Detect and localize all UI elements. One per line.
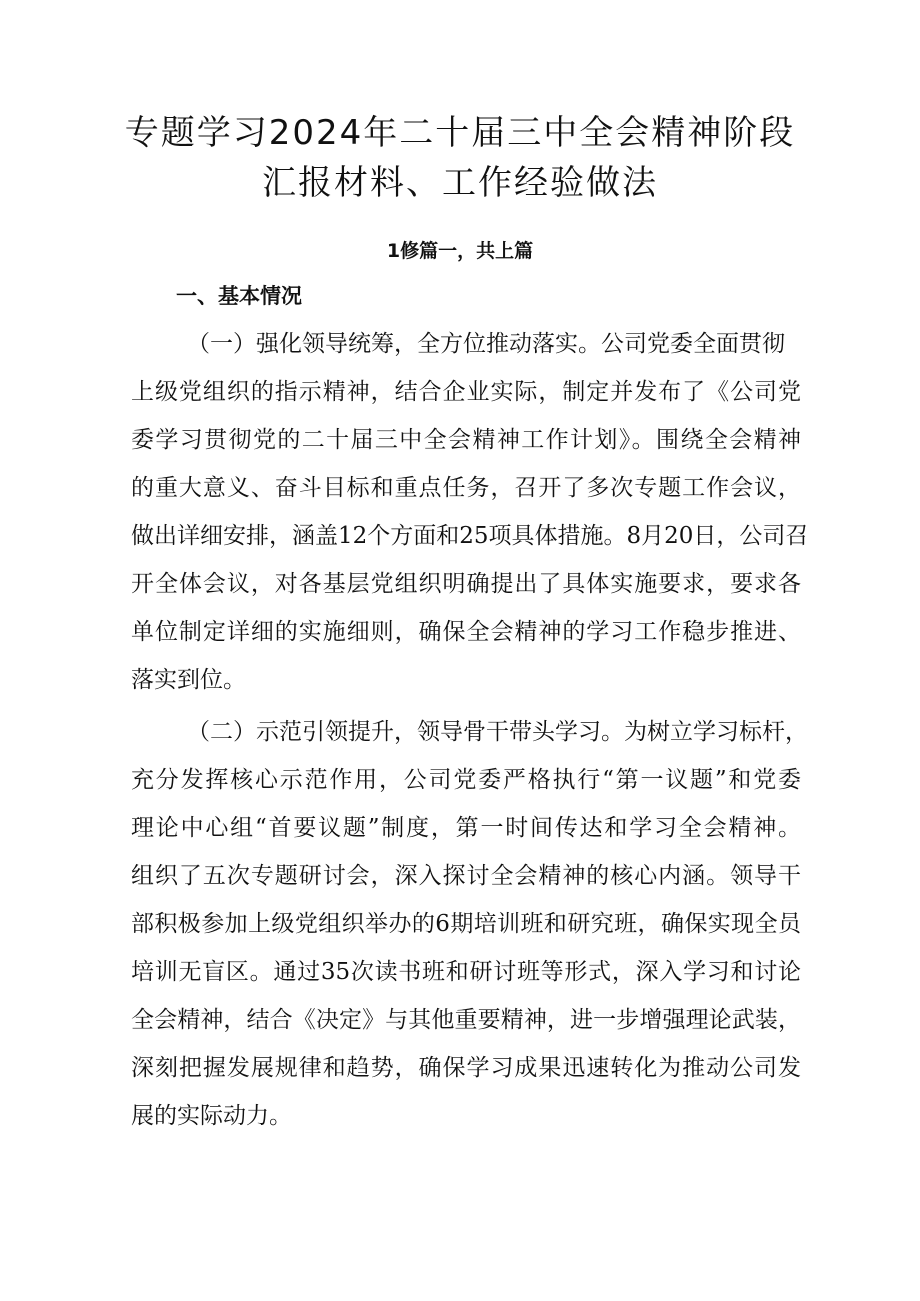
paragraph-line: 全会精神，结合《决定》与其他重要精神，进一步增强理论武装，: [131, 1007, 801, 1033]
paragraph-line: 部积极参加上级党组织举办的6期培训班和研究班，确保实现全员: [131, 911, 801, 937]
paragraph-line: 组织了五次专题研讨会，深入探讨全会精神的核心内涵。领导干: [131, 863, 801, 889]
paragraph-line: 做出详细安排，涵盖12个方面和25项具体措施。8月20日，公司召: [131, 523, 809, 549]
paragraph-line: 委学习贯彻党的二十届三中全会精神工作计划》。围绕全会精神: [131, 427, 801, 453]
paragraph-line: 上级党组织的指示精神，结合企业实际，制定并发布了《公司党: [131, 379, 801, 405]
paragraph-line: 的重大意义、奋斗目标和重点任务，召开了多次专题工作会议，: [131, 475, 801, 501]
paragraph-1: [131, 320, 809, 704]
paragraph-line: 展的实际动力。: [131, 1103, 292, 1129]
paragraph-2: [131, 708, 808, 1140]
paragraph-line: （二）示范引领提升，领导骨干带头学习。为树立学习标杆，: [187, 719, 808, 745]
paragraph-line: 培训无盲区。通过35次读书班和研讨班等形式，深入学习和讨论: [131, 959, 801, 985]
paragraph-line: 单位制定详细的实施细则，确保全会精神的学习工作稳步推进、: [131, 619, 801, 645]
paragraph-line: 落实到位。: [131, 667, 246, 693]
document-subtitle: 1修篇一，共上篇: [386, 240, 534, 262]
paragraph-line: 充分发挥核心示范作用，公司党委严格执行“第一议题”和党委: [131, 767, 801, 793]
section-heading: 一、基本情况: [176, 284, 302, 308]
paragraph-line: 开全体会议，对各基层党组织明确提出了具体实施要求，要求各: [131, 571, 801, 597]
paragraph-line: 理论中心组“首要议题”制度，第一时间传达和学习全会精神。: [131, 815, 801, 841]
paragraph-line: （一）强化领导统筹，全方位推动落实。公司党委全面贯彻: [187, 331, 785, 357]
paragraph-line: 深刻把握发展规律和趋势，确保学习成果迅速转化为推动公司发: [131, 1055, 801, 1081]
document-title-line-1: 专题学习2024年二十届三中全会精神阶段: [124, 113, 796, 153]
document-title-line-2: 汇报材料、工作经验做法: [262, 163, 658, 203]
